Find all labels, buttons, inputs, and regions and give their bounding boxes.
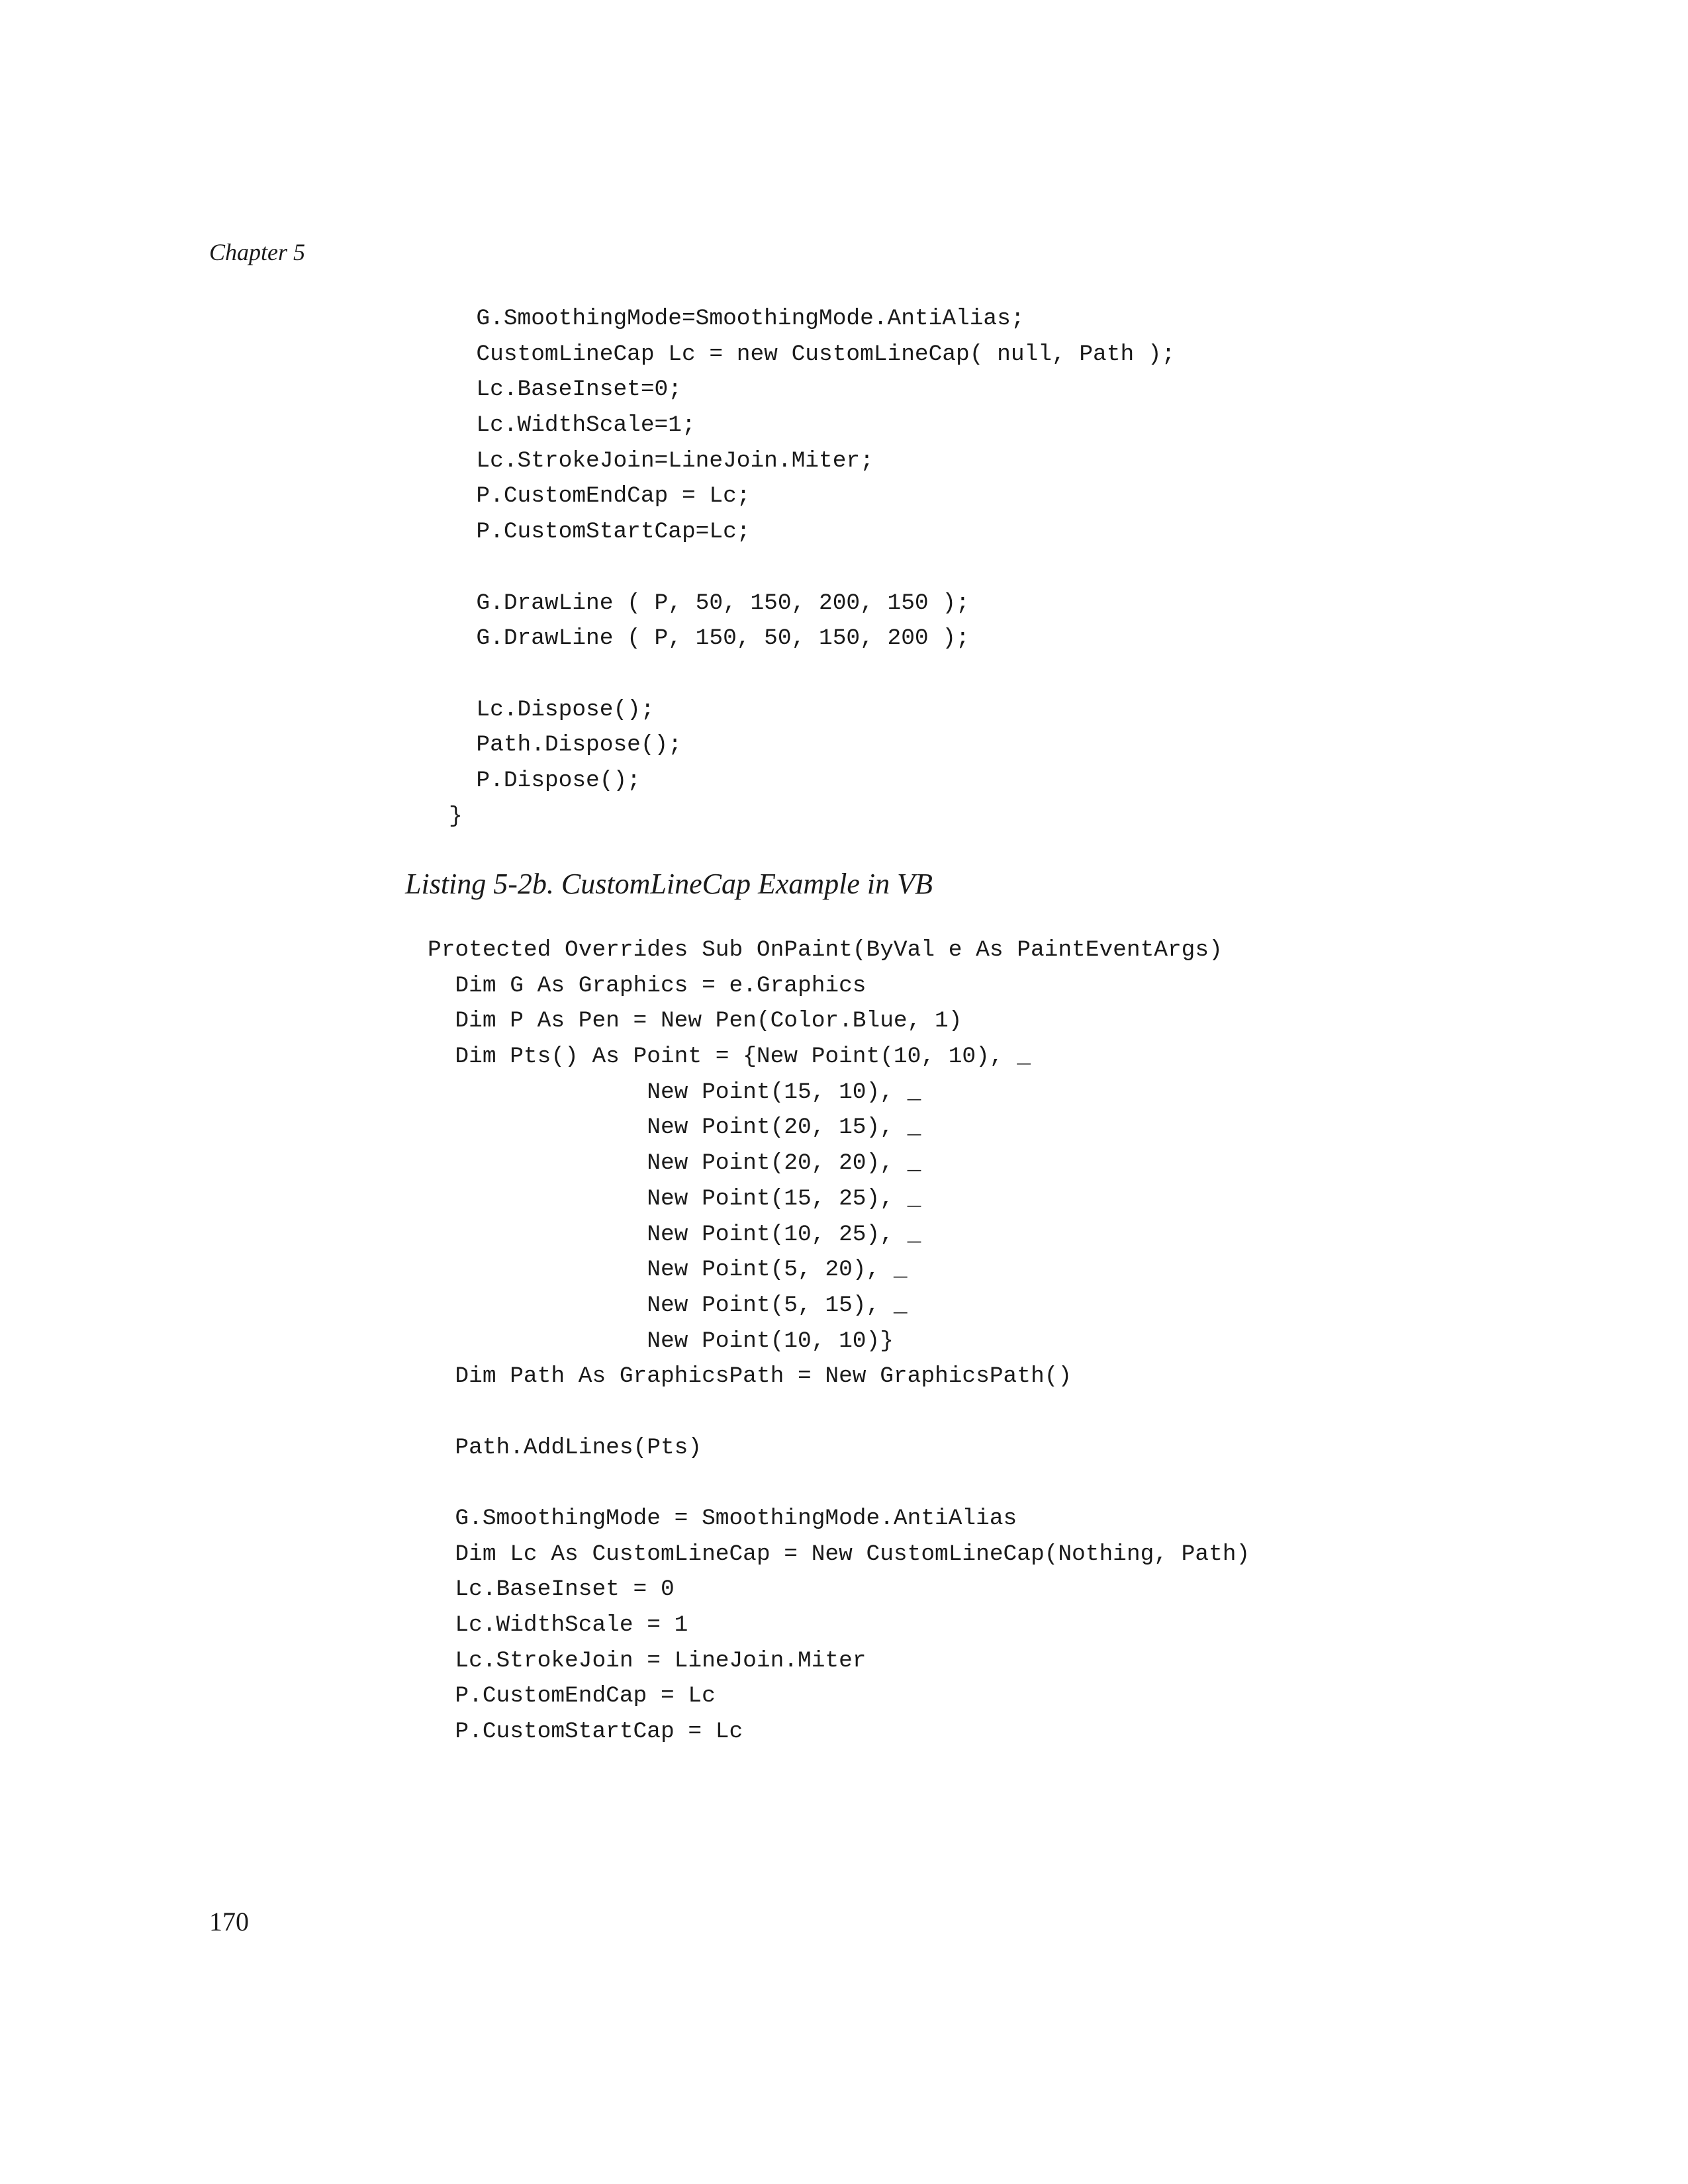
code-line: Dim Path As GraphicsPath = New GraphicsPath() [428, 1363, 1072, 1390]
code-line [449, 550, 1175, 586]
code-line: New Point(20, 15), _ [428, 1115, 921, 1141]
code-line: Lc.WidthScale=1; [449, 412, 696, 439]
code-line: P.CustomEndCap = Lc; [449, 483, 751, 510]
code-line: New Point(10, 25), _ [428, 1221, 921, 1248]
code-listing-csharp-continued [449, 301, 1175, 834]
code-line: Lc.BaseInset=0; [449, 377, 682, 403]
code-line: Path.AddLines(Pts) [428, 1434, 702, 1461]
code-line: Dim Lc As CustomLineCap = New CustomLineCap(Nothing, Path) [428, 1541, 1250, 1567]
code-line: Dim G As Graphics = e.Graphics [428, 972, 867, 999]
code-line: New Point(5, 20), _ [428, 1257, 908, 1283]
code-line: New Point(15, 25), _ [428, 1185, 921, 1212]
code-line: G.SmoothingMode = SmoothingMode.AntiAlias [428, 1506, 1017, 1531]
code-line: CustomLineCap Lc = new CustomLineCap( null, Path ); [449, 341, 1176, 367]
code-line: G.DrawLine ( P, 50, 150, 200, 150 ); [449, 590, 970, 616]
code-line: New Point(5, 15), _ [428, 1292, 908, 1318]
code-line [449, 657, 1175, 692]
code-line: New Point(10, 10)} [428, 1328, 894, 1354]
code-line: Lc.BaseInset = 0 [428, 1576, 675, 1603]
listing-title: Listing 5-2b. CustomLineCap Example in VB [405, 868, 933, 900]
code-line: Lc.StrokeJoin=LineJoin.Miter; [449, 447, 874, 474]
code-line: P.CustomStartCap = Lc [428, 1719, 743, 1745]
code-line: P.CustomEndCap = Lc [428, 1683, 716, 1709]
code-line: New Point(20, 20), _ [428, 1150, 921, 1177]
code-line: Lc.WidthScale = 1 [428, 1612, 688, 1639]
code-line: Path.Dispose(); [449, 732, 682, 758]
code-line: P.Dispose(); [449, 767, 641, 794]
chapter-header: Chapter 5 [209, 239, 306, 265]
code-line: Lc.StrokeJoin = LineJoin.Miter [428, 1647, 867, 1674]
code-line: G.SmoothingMode=SmoothingMode.AntiAlias; [449, 306, 1025, 332]
code-line [428, 1394, 1250, 1430]
code-line: Lc.Dispose(); [449, 696, 655, 723]
code-line: Dim P As Pen = New Pen(Color.Blue, 1) [428, 1008, 962, 1034]
page-number: 170 [209, 1907, 249, 1936]
code-line: P.CustomStartCap=Lc; [449, 519, 751, 545]
code-line: New Point(15, 10), _ [428, 1079, 921, 1105]
code-line: Dim Pts() As Point = {New Point(10, 10), _ [428, 1044, 1031, 1070]
code-listing-vb [428, 933, 1250, 1750]
code-line [428, 1465, 1250, 1501]
code-line: Protected Overrides Sub OnPaint(ByVal e As PaintEventArgs) [428, 937, 1223, 963]
code-line: G.DrawLine ( P, 150, 50, 150, 200 ); [449, 625, 970, 652]
code-line: } [449, 803, 463, 829]
